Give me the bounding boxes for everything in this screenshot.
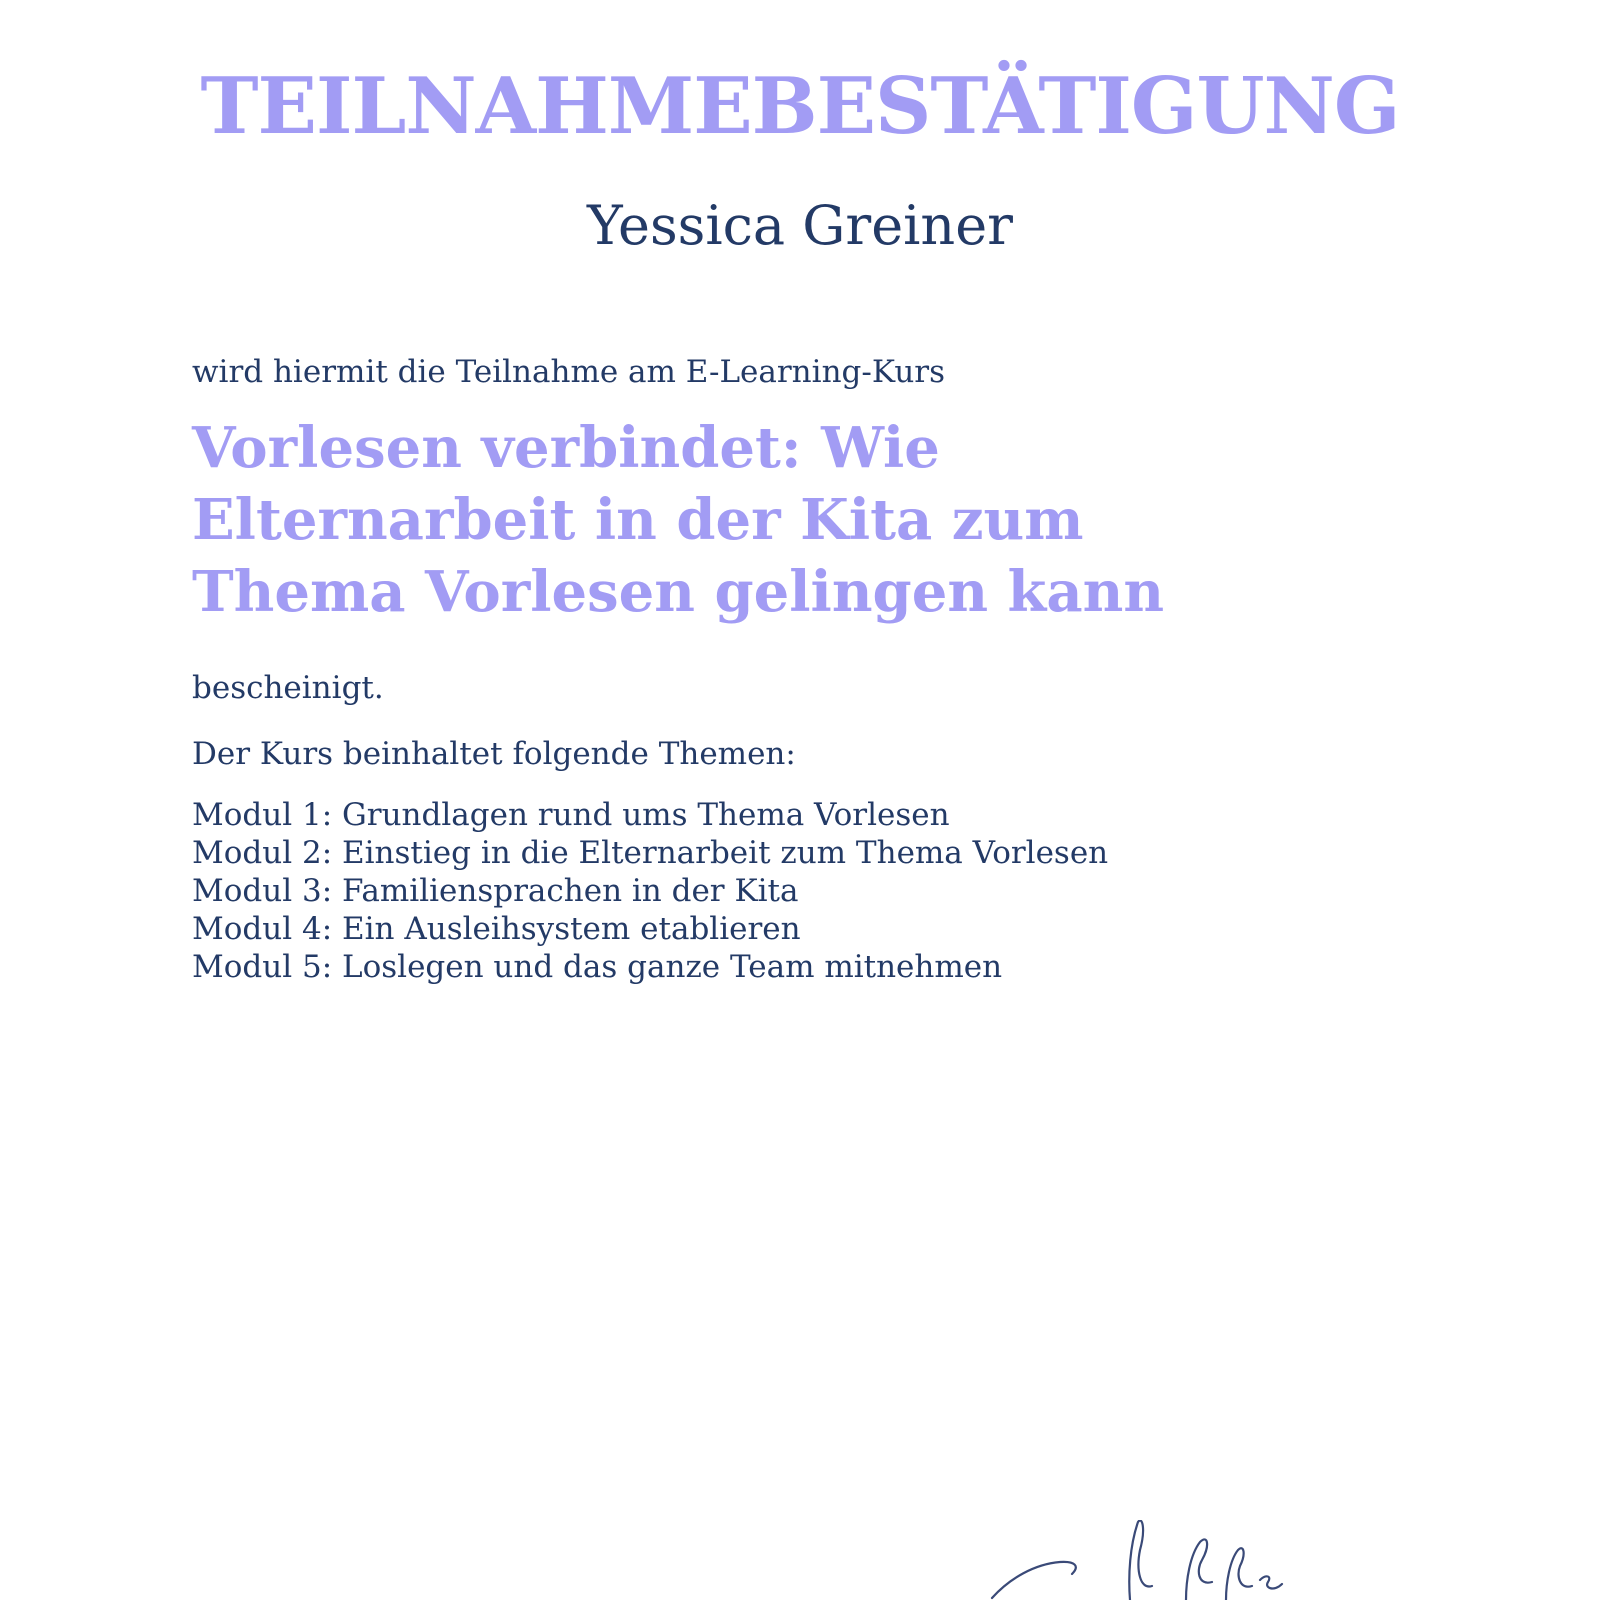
signature-image bbox=[990, 1520, 1310, 1600]
module-item: Modul 5: Loslegen und das ganze Team mitnehmen bbox=[192, 949, 1003, 985]
module-item: Modul 4: Ein Ausleihsystem etablieren bbox=[192, 911, 801, 947]
certificate-body bbox=[192, 352, 1492, 986]
module-item: Modul 3: Familiensprachen in der Kita bbox=[192, 873, 799, 909]
module-list bbox=[192, 796, 1492, 986]
intro-text: wird hiermit die Teilnahme am E-Learning-Kurs bbox=[192, 354, 946, 390]
module-item: Modul 2: Einstieg in die Elternarbeit zum Thema Vorlesen bbox=[192, 835, 1109, 871]
module-item: Modul 1: Grundlagen rund ums Thema Vorlesen bbox=[192, 797, 950, 833]
topics-intro: Der Kurs beinhaltet folgende Themen: bbox=[192, 736, 796, 772]
course-title: Vorlesen verbindet: Wie Elternarbeit in der Kita zum Thema Vorlesen gelingen kann bbox=[192, 415, 1165, 625]
certificate-title: TEILNAHMEBESTÄTIGUNG bbox=[200, 61, 1400, 152]
recipient-name: Yessica Greiner bbox=[587, 194, 1013, 257]
certified-text: bescheinigt. bbox=[192, 670, 384, 706]
